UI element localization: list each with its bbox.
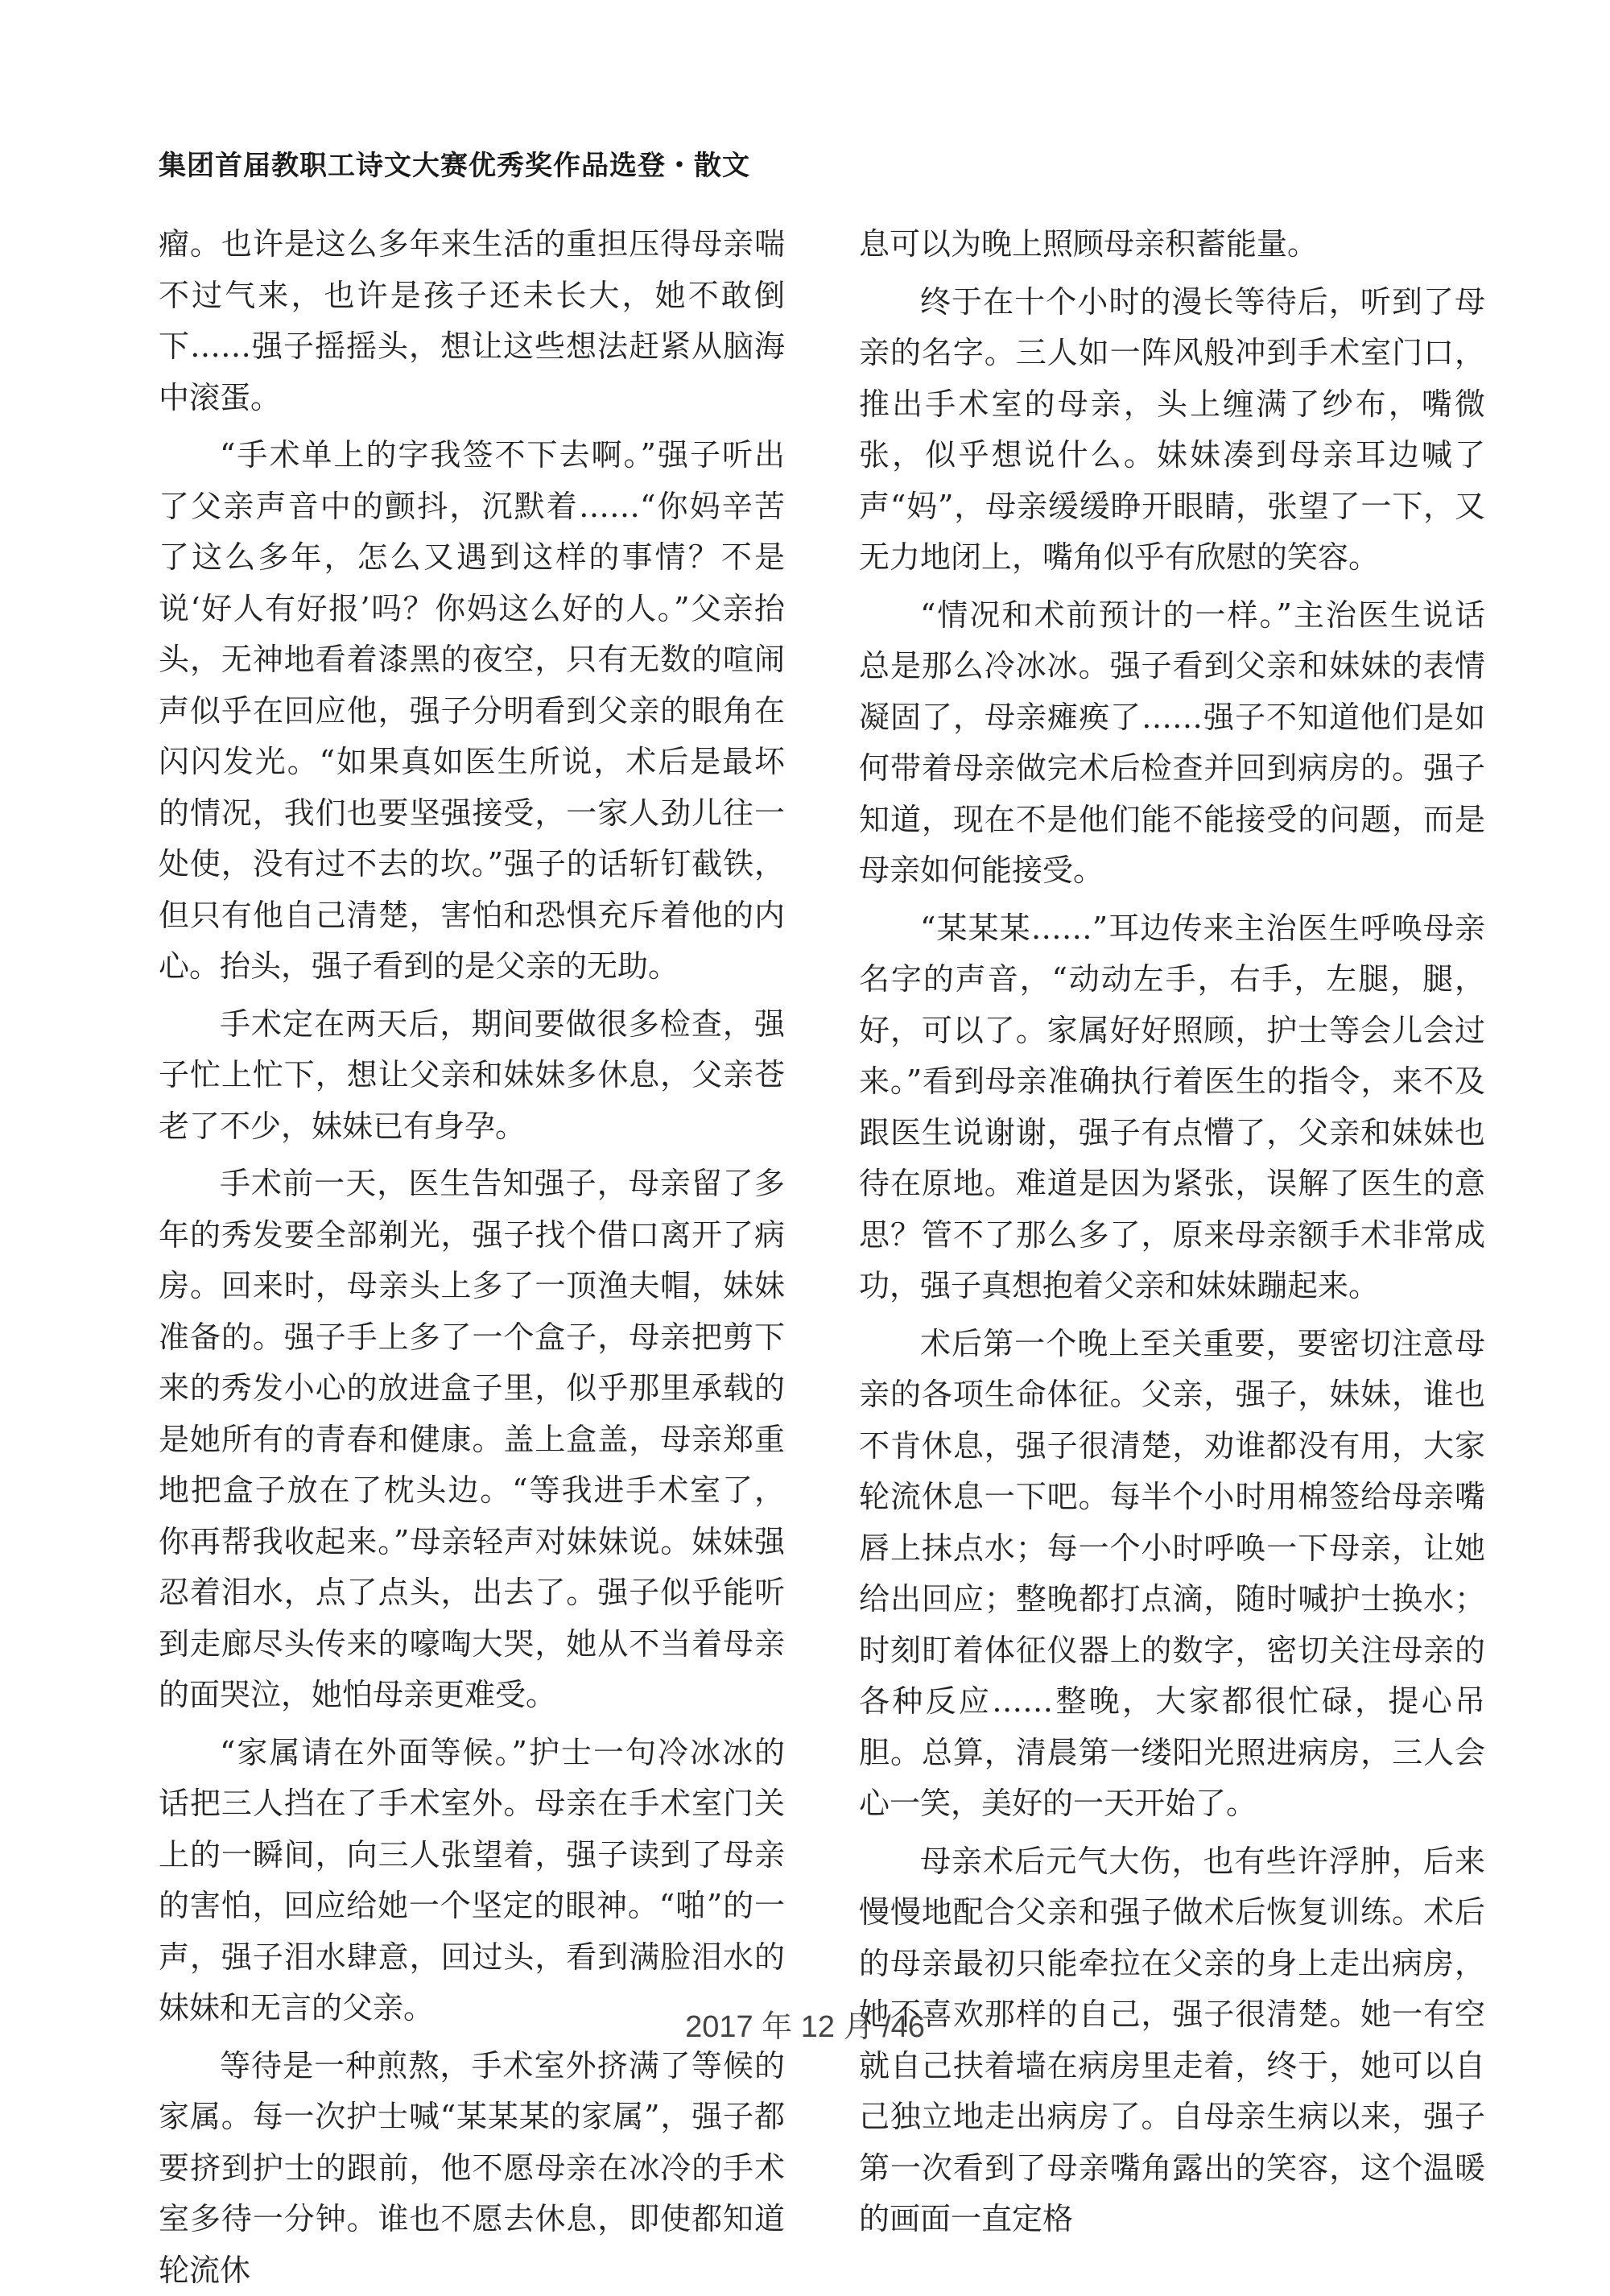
paragraph: 终于在十个小时的漫长等待后，听到了母亲的名字。三人如一阵风般冲到手术室门口，推出手术室的母亲，头上缠满了纱布，嘴微张，似乎想说什么。妹妹凑到母亲耳边喊了声“妈”，母亲缓缓睁开眼睛，张望了一下，又无力地闭上，嘴角似乎有欣慰的笑容。 [859, 277, 1485, 584]
page-footer: 2017 年 12 月 /46 [0, 2001, 1610, 2046]
section-header: 集团首届教职工诗文大赛优秀奖作品选登・散文 [159, 143, 750, 183]
paragraph: “手术单上的字我签不下去啊。”强子听出了父亲声音中的颤抖，沉默着……“你妈辛苦了这么多年，怎么又遇到这样的事情？不是说‘好人有好报’吗？你妈这么好的人。”父亲抬头，无神地看着漆黑的夜空，只有无数的喧闹声似乎在回应他，强子分明看到父亲的眼角在闪闪发光。“如果真如医生所说，术后是最坏的情况，我们也要坚强接受，一家人劲儿往一处使，没有过不去的坎。”强子的话斩钉截铁，但只有他自己清楚，害怕和恐惧充斥着他的内心。抬头，强子看到的是父亲的无助。 [159, 430, 785, 993]
paragraph: 等待是一种煎熬，手术室外挤满了等候的家属。每一次护士喊“某某某的家属”，强子都要挤到护士的跟前，他不愿母亲在冰冷的手术室多待一分钟。谁也不愿去休息，即使都知道轮流休 [159, 2041, 785, 2296]
paragraph: “情况和术前预计的一样。”主治医生说话总是那么冷冰冰。强子看到父亲和妹妹的表情凝固了，母亲瘫痪了……强子不知道他们是如何带着母亲做完术后检查并回到病房的。强子知道，现在不是他们能不能接受的问题，而是母亲如何能接受。 [859, 590, 1485, 897]
paragraph: 手术前一天，医生告知强子，母亲留了多年的秀发要全部剃光，强子找个借口离开了病房。回来时，母亲头上多了一顶渔夫帽，妹妹准备的。强子手上多了一个盒子，母亲把剪下来的秀发小心的放进盒子里，似乎那里承载的是她所有的青春和健康。盖上盒盖，母亲郑重地把盒子放在了枕头边。“等我进手术室了，你再帮我收起来。”母亲轻声对妹妹说。妹妹强忍着泪水，点了点头，出去了。强子似乎能听到走廊尽头传来的嚎啕大哭，她从不当着母亲的面哭泣，她怕母亲更难受。 [159, 1158, 785, 1721]
paragraph: 母亲术后元气大伤，也有些许浮肿，后来慢慢地配合父亲和强子做术后恢复训练。术后的母亲最初只能牵拉在父亲的身上走出病房，她不喜欢那样的自己，强子很清楚。她一有空就自己扶着墙在病房里走着，终于，她可以自己独立地走出病房了。自母亲生病以来，强子第一次看到了母亲嘴角露出的笑容，这个温暖的画面一直定格 [859, 1836, 1485, 2245]
paragraph: 术后第一个晚上至关重要，要密切注意母亲的各项生命体征。父亲，强子，妹妹，谁也不肯休息，强子很清楚，劝谁都没有用，大家轮流休息一下吧。每半个小时用棉签给母亲嘴唇上抹点水；每一个小时呼唤一下母亲，让她给出回应；整晚都打点滴，随时喊护士换水；时刻盯着体征仪器上的数字，密切关注母亲的各种反应……整晚，大家都很忙碌，提心吊胆。总算，清晨第一缕阳光照进病房，三人会心一笑，美好的一天开始了。 [859, 1319, 1485, 1830]
right-text-column [859, 219, 1485, 2245]
paragraph: “家属请在外面等候。”护士一句冷冰冰的话把三人挡在了手术室外。母亲在手术室门关上的一瞬间，向三人张望着，强子读到了母亲的害怕，回应给她一个坚定的眼神。“啪”的一声，强子泪水肆意，回过头，看到满脸泪水的妹妹和无言的父亲。 [159, 1728, 785, 2034]
left-text-column [159, 219, 785, 2296]
paragraph: 瘤。也许是这么多年来生活的重担压得母亲喘不过气来，也许是孩子还未长大，她不敢倒下……强子摇摇头，想让这些想法赶紧从脑海中滚蛋。 [159, 219, 785, 423]
paragraph: “某某某……”耳边传来主治医生呼唤母亲名字的声音，“动动左手，右手，左腿，腿，好，可以了。家属好好照顾，护士等会儿会过来。”看到母亲准确执行着医生的指令，来不及跟医生说谢谢，强子有点懵了，父亲和妹妹也待在原地。难道是因为紧张，误解了医生的意思？管不了那么多了，原来母亲额手术非常成功，强子真想抱着父亲和妹妹蹦起来。 [859, 903, 1485, 1312]
paragraph: 息可以为晚上照顾母亲积蓄能量。 [859, 219, 1485, 270]
paragraph: 手术定在两天后，期间要做很多检查，强子忙上忙下，想让父亲和妹妹多休息，父亲苍老了不少，妹妹已有身孕。 [159, 999, 785, 1153]
